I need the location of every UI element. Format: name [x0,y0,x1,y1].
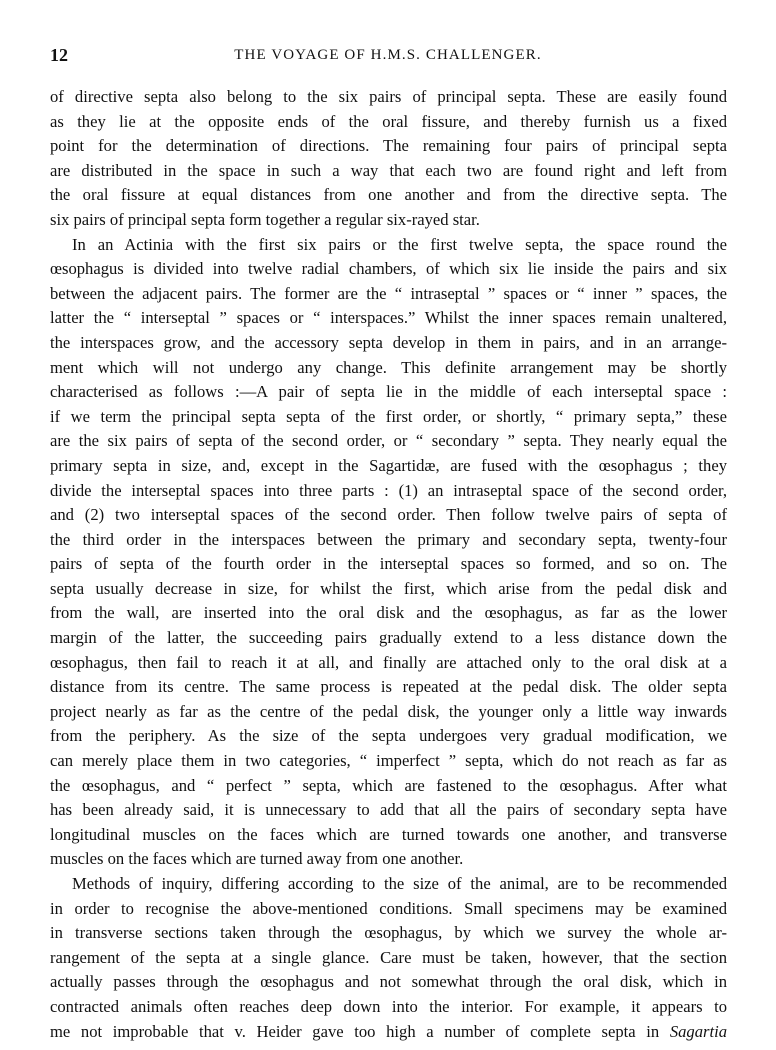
text-line: are the six pairs of septa of the second order, or “ secondary ” septa. They nearly equal the [50,431,727,451]
text-line: Methods of inquiry, differing according to the size of the animal, are to be recommended [72,874,727,893]
text-line: and (2) two interseptal spaces of the second order. Then follow twelve pairs of septa of [50,505,727,525]
text-line: primary septa in size, and, except in the Sagartidæ, are fused with the œsophagus ; they [50,455,727,475]
text-line: divide the interseptal spaces into three parts : (1) an intraseptal space of the second order, [50,480,727,500]
text-line: of directive septa also belong to the six pairs of principal septa. These are easily found [50,87,727,106]
text-line-final [50,1020,727,1045]
final-line-text: me not improbable that v. Heider gave too high a number of complete septa in [50,1021,670,1041]
paragraph-1 [50,85,727,233]
text-line: project nearly as far as the centre of the pedal disk, the younger only a little way inwards [50,701,727,721]
text-line: point for the determination of directions. The remaining four pairs of principal septa [50,136,727,156]
text-line: distance from its centre. The same process is repeated at the pedal disk. The older septa [50,677,727,697]
text-line: contracted animals often reaches deep down into the interior. For example, it appears to [50,996,727,1016]
text-line: rangement of the septa at a single glance. Care must be taken, however, that the section [50,947,727,967]
text-line: if we term the principal septa septa of the first order, or shortly, “ primary septa,” these [50,406,727,426]
text-line: between the adjacent pairs. The former are the “ intraseptal ” spaces or “ inner ” spaces, the [50,283,727,303]
running-title: THE VOYAGE OF H.M.S. CHALLENGER. [234,47,542,63]
text-line: actually passes through the œsophagus and not somewhat through the oral disk, which in [50,972,727,992]
page-header [50,45,726,67]
text-line: in transverse sections taken through the œsophagus, by which we survey the whole ar- [50,923,727,943]
text-line: margin of the latter, the succeeding pairs gradually extend to a less distance down the [50,628,727,648]
paragraph-2 [50,233,727,872]
text-line: has been already said, it is unnecessary to add that all the pairs of secondary septa have [50,800,727,820]
text-line: in order to recognise the above-mentioned conditions. Small specimens may be examined [50,898,727,918]
text-line: longitudinal muscles on the faces which are turned towards one another, and transverse [50,824,727,844]
text-line: œsophagus is divided into twelve radial chambers, of which six lie inside the pairs and six [50,259,727,279]
text-line: In an Actinia with the first six pairs or the first twelve septa, the space round the [72,234,727,254]
text-line: ment which will not undergo any change. This definite arrangement may be shortly [50,357,727,377]
text-line: muscles on the faces which are turned away from one another. [50,849,464,869]
text-line: œsophagus, then fail to reach it at all, and finally are attached only to the oral disk at a [50,652,727,672]
page-number: 12 [50,45,68,65]
text-line: latter the “ interseptal ” spaces or “ interspaces.” Whilst the inner spaces remain unaltered, [50,308,727,328]
text-line: the oral fissure at equal distances from one another and from the directive septa. The [50,185,727,205]
text-line: from the wall, are inserted into the oral disk and the œsophagus, as far as the lower [50,603,727,623]
text-line: characterised as follows :—A pair of septa lie in the middle of each interseptal space : [50,382,727,402]
text-line: the third order in the interspaces between the primary and secondary septa, twenty-four [50,529,727,549]
text-line: pairs of septa of the fourth order in the interseptal spaces so formed, and so on. The [50,554,727,574]
text-line: can merely place them in two categories, “ imperfect ” septa, which do not reach as far as [50,751,727,771]
text-line: as they lie at the opposite ends of the oral fissure, and thereby furnish us a fixed [50,111,727,131]
text-line: are distributed in the space in such a way that each two are found right and left from [50,160,727,180]
body-text [50,85,727,1044]
text-line: six pairs of principal septa form together a regular six-rayed star. [50,209,480,229]
text-line: septa usually decrease in size, for whilst the first, which arise from the pedal disk and [50,578,727,598]
text-line: from the periphery. As the size of the septa undergoes very gradual modification, we [50,726,727,746]
paragraph-3 [50,872,727,1044]
text-line: the interspaces grow, and the accessory septa develop in them in pairs, and in an arrange- [50,332,727,352]
text-line: the œsophagus, and “ perfect ” septa, which are fastened to the œsophagus. After what [50,775,727,795]
italic-genus-name: Sagartia [669,1021,727,1041]
